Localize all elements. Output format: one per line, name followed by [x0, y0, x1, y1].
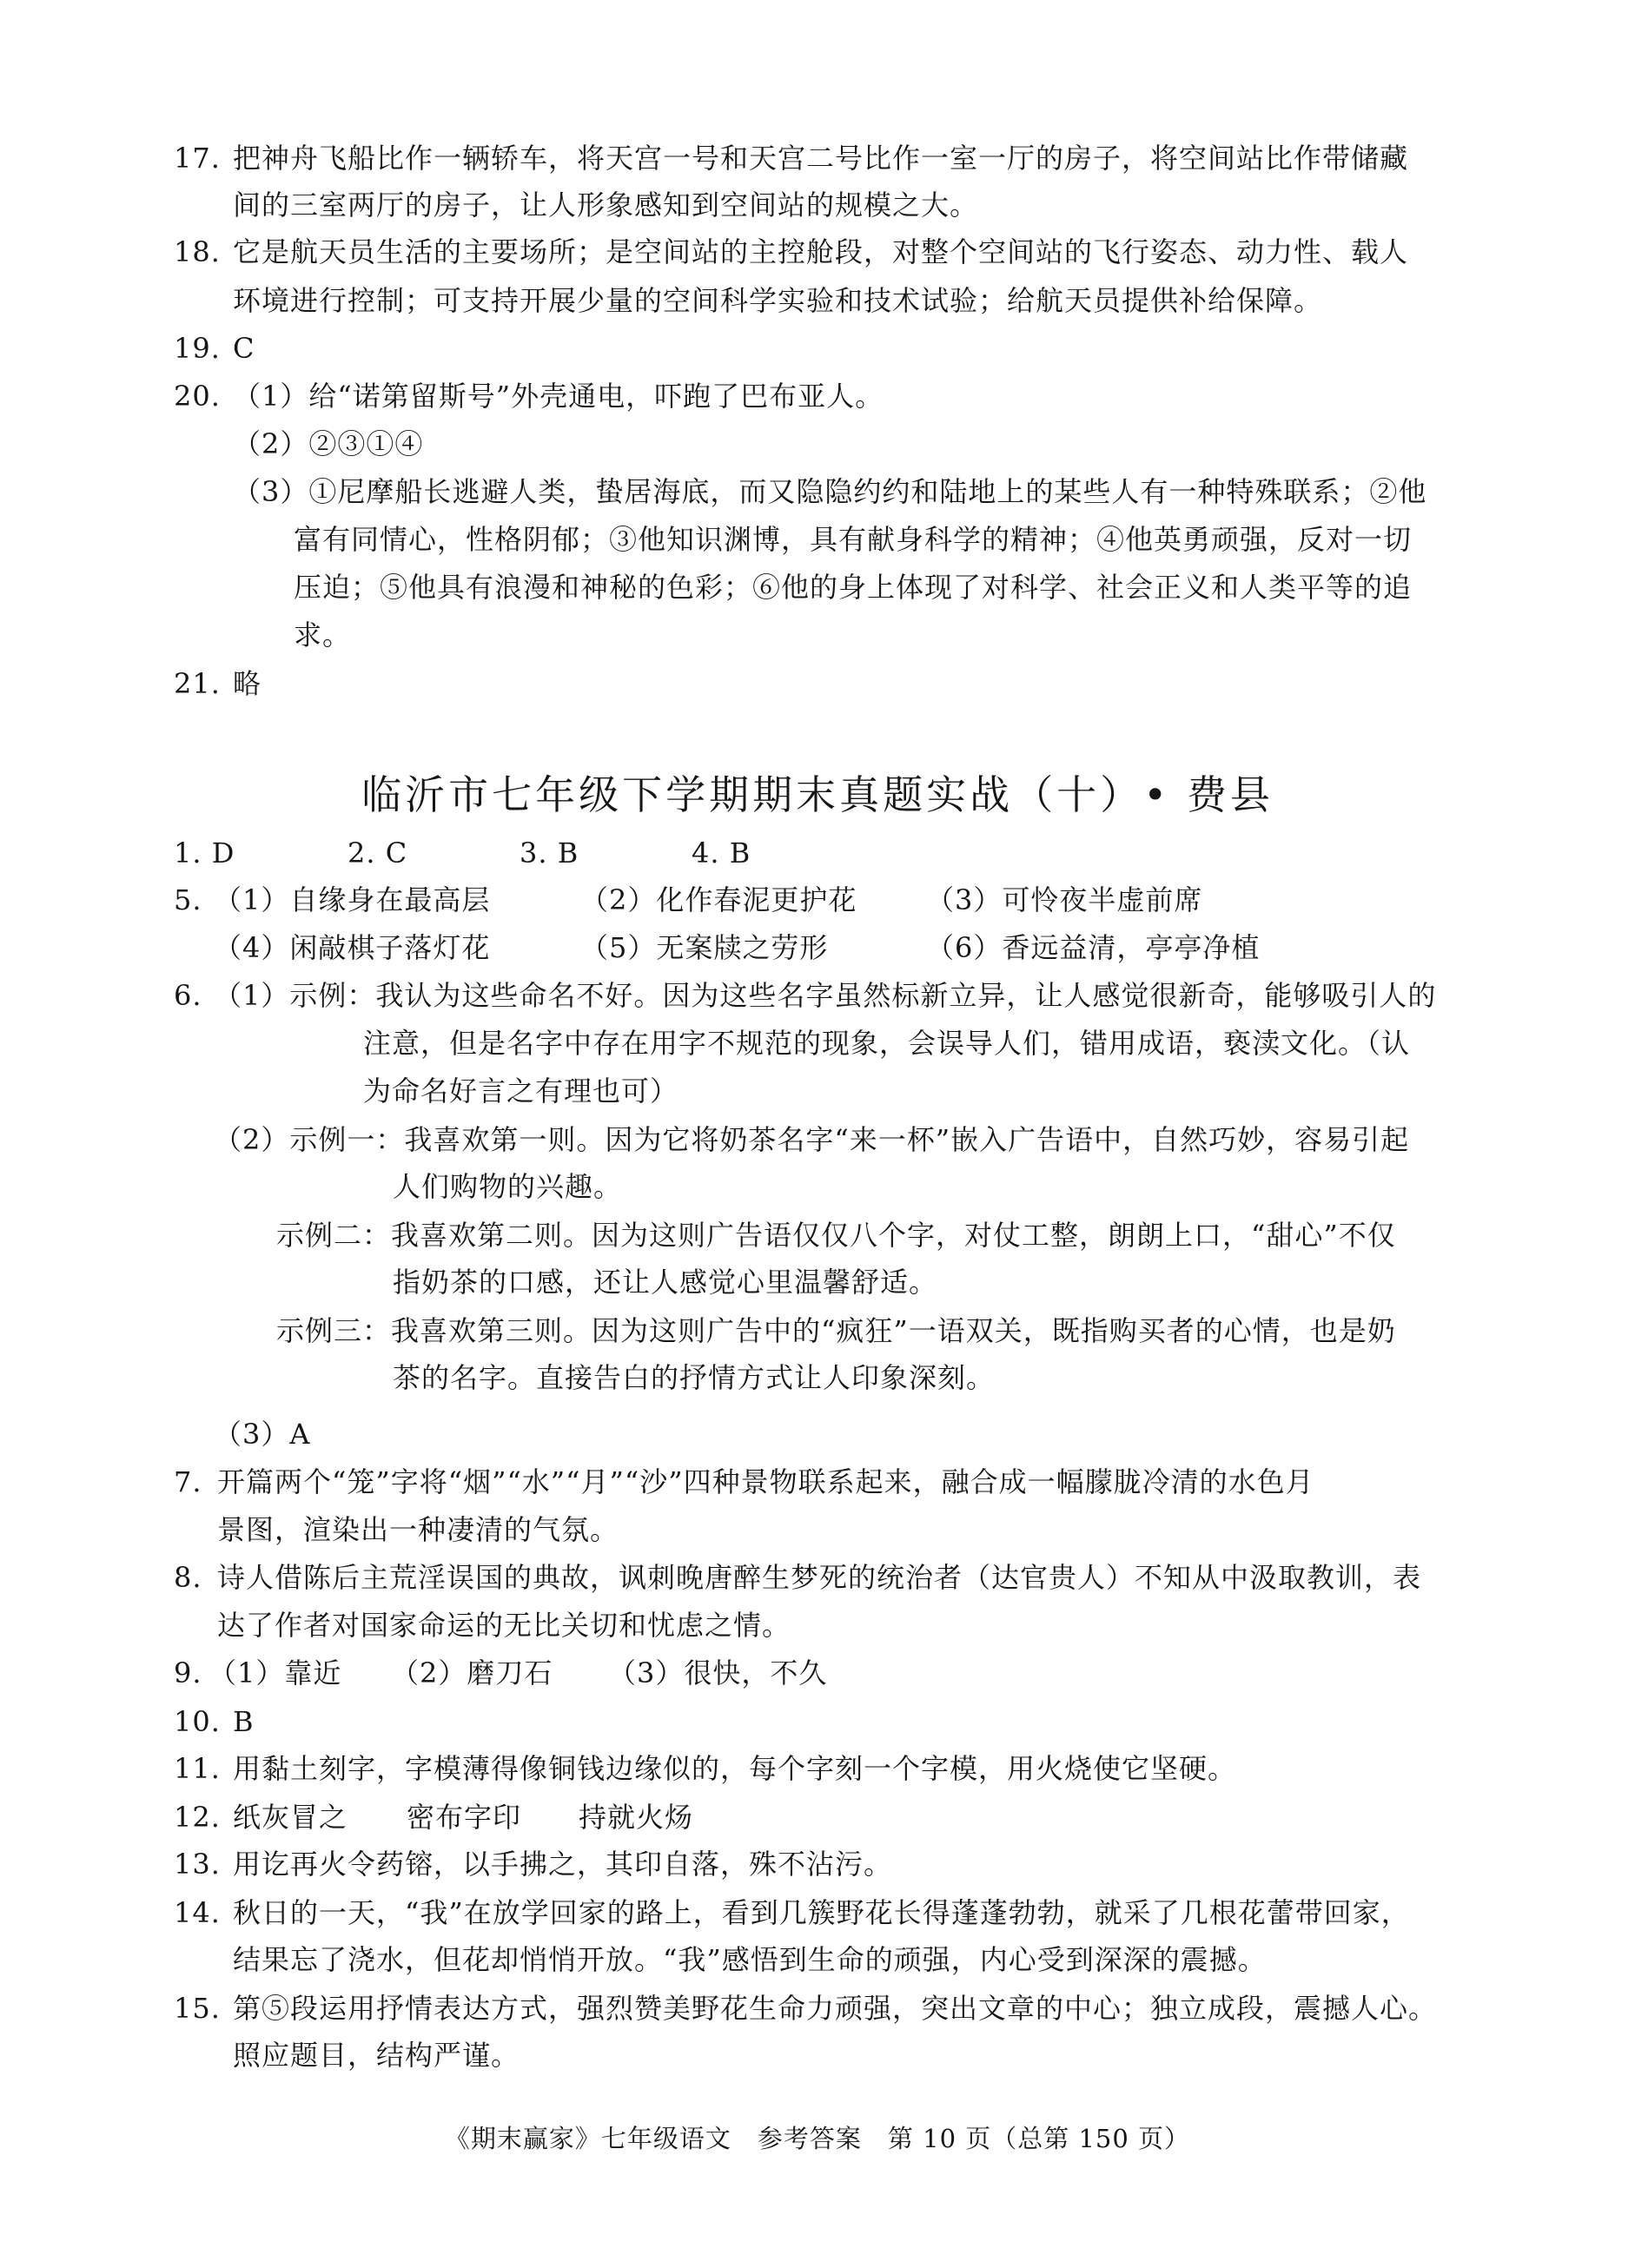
mc-answer-2: 2. C [348, 836, 408, 870]
q6-number: 6. [174, 979, 202, 1012]
q20-part3-line2: 富有同情心，性格阴郁；③他知识渊博，具有献身科学的精神；④他英勇顽强，反对一切 [294, 523, 1413, 556]
q10: 10. B [174, 1701, 255, 1742]
q7-number: 7. [174, 1465, 202, 1498]
q6-part2-line3: 示例二：我喜欢第二则。因为这则广告语仅仅八个字，对仗工整，朗朗上口，“甜心”不仅 [276, 1219, 1396, 1252]
q17-line1: 17. 把神舟飞船比作一辆轿车，将天宫一号和天宫二号比作一室一厅的房子，将空间站比作带储藏 [174, 137, 1408, 179]
q5-item-2: （2）化作春泥更护花 [580, 883, 857, 916]
q6-part1-line1: （1）示例：我认为这些命名不好。因为这些名字虽然标新立异，让人感觉很新奇，能够吸引人的 [214, 979, 1437, 1012]
q12-item-3: 持就火炀 [579, 1801, 694, 1834]
mc-answer-1: 1. D [174, 836, 235, 870]
q18-number: 18. [174, 235, 221, 268]
q6-part1-line3: 为命名好言之有理也可） [363, 1074, 679, 1108]
q18-line1: 18. 它是航天员生活的主要场所；是空间站的主控舱段，对整个空间站的飞行姿态、动力性、载人 [174, 231, 1408, 273]
q6-part2-line6: 茶的名字。直接告白的抒情方式让人印象深刻。 [393, 1361, 996, 1394]
q20-part3-line1: （3）①尼摩船长逃避人类，蛰居海底，而又隐隐约约和陆地上的某些人有一种特殊联系；②他 [233, 475, 1427, 508]
q6-part1-line2: 注意，但是名字中存在用字不规范的现象，会误导人们，错用成语，亵渎文化。（认 [363, 1027, 1411, 1060]
q19: 19. C [174, 327, 255, 369]
q12-number: 12. [174, 1801, 221, 1834]
q5-item-4: （4）闲敲棋子落灯花 [214, 931, 491, 964]
q8-number: 8. [174, 1561, 202, 1594]
q15-number: 15. [174, 1992, 221, 2025]
section-title: 临沂市七年级下学期期末真题实战（十）• 费县 [361, 771, 1274, 818]
q14-line2: 结果忘了浇水，但花却悄悄开放。“我”感悟到生命的顽强，内心受到深深的震撼。 [233, 1943, 1267, 1976]
q18-line2: 环境进行控制；可支持开展少量的空间科学实验和技术试验；给航天员提供补给保障。 [233, 284, 1323, 317]
q13-number: 13. [174, 1848, 221, 1881]
q12-item-2: 密布字印 [407, 1801, 522, 1834]
q6-part2-line1: （2）示例一：我喜欢第一则。因为它将奶茶名字“来一杯”嵌入广告语中，自然巧妙，容易引起 [214, 1123, 1410, 1156]
q8-line1: 8. 诗人借陈后主荒淫误国的典故，讽刺晚唐醉生梦死的统治者（达官贵人）不知从中汲取教训，表 [174, 1557, 1421, 1598]
q5-item-6: （6）香远益清，亭亭净植 [926, 931, 1261, 964]
q12-item-1: 纸灰冒之 [233, 1801, 348, 1834]
q9-item-1: （1）靠近 [209, 1656, 342, 1689]
q20-part1: 20. （1）给“诺第留斯号”外壳通电，吓跑了巴布亚人。 [174, 375, 884, 417]
q11-number: 11. [174, 1752, 221, 1785]
q6-part2-line5: 示例三：我喜欢第三则。因为这则广告中的“疯狂”一语双关，既指购买者的心情，也是奶 [276, 1314, 1396, 1347]
q21: 21. 略 [174, 663, 261, 704]
q17-line2: 间的三室两厅的房子，让人形象感知到空间站的规模之大。 [233, 188, 979, 222]
q6-part3: （3）A [214, 1418, 311, 1451]
q15-line2: 照应题目，结构严谨。 [233, 2039, 520, 2072]
q20-part3-line3: 压迫；⑤他具有浪漫和神秘的色彩；⑥他的身上体现了对科学、社会正义和人类平等的追 [294, 571, 1413, 604]
q5-item-1: （1）自缘身在最高层 [214, 883, 491, 916]
q5-number: 5. [174, 883, 202, 916]
q7-line1: 7. 开篇两个“笼”字将“烟”“水”“月”“沙”四种景物联系起来，融合成一幅朦胧冷清的水色月 [174, 1461, 1314, 1503]
q6-part2-line4: 指奶茶的口感，还让人感觉心里温馨舒适。 [393, 1266, 938, 1299]
q20-part3-line4: 求。 [294, 618, 352, 651]
q9-item-3: （3）很快，不久 [608, 1656, 828, 1689]
mc-answer-4: 4. B [692, 836, 751, 870]
q5-item-3: （3）可怜夜半虚前席 [926, 883, 1203, 916]
q7-line2: 景图，渲染出一种凄清的气氛。 [217, 1513, 619, 1546]
q9-number: 9. [174, 1656, 202, 1689]
q6-part2-line2: 人们购物的兴趣。 [393, 1170, 623, 1203]
q20-part2: （2）②③①④ [233, 427, 424, 460]
q14-line1: 14. 秋日的一天，“我”在放学回家的路上，看到几簇野花长得蓬蓬勃勃，就采了几根花蕾带回家， [174, 1892, 1410, 1934]
q21-number: 21. [174, 667, 221, 700]
q20-number: 20. [174, 380, 221, 413]
mc-answer-3: 3. B [520, 836, 579, 870]
q13: 13. 用讫再火令药镕，以手拂之，其印自落，殊不沾污。 [174, 1843, 892, 1885]
page-footer: 《期末赢家》七年级语文 参考答案 第 10 页（总第 150 页） [444, 2124, 1191, 2153]
q8-line2: 达了作者对国家命运的无比关切和忧虑之情。 [217, 1609, 791, 1642]
q15-line1: 15. 第⑤段运用抒情表达方式，强烈赞美野花生命力顽强，突出文章的中心；独立成段，震撼人心。 [174, 1987, 1437, 2029]
q5-item-5: （5）无案牍之劳形 [580, 931, 829, 964]
q17-number: 17. [174, 142, 221, 175]
q10-number: 10. [174, 1705, 221, 1738]
q11: 11. 用黏土刻字，字模薄得像铜钱边缘似的，每个字刻一个字模，用火烧使它坚硬。 [174, 1748, 1236, 1789]
q19-number: 19. [174, 332, 221, 365]
q9-item-2: （2）磨刀石 [391, 1656, 553, 1689]
q14-number: 14. [174, 1896, 221, 1929]
